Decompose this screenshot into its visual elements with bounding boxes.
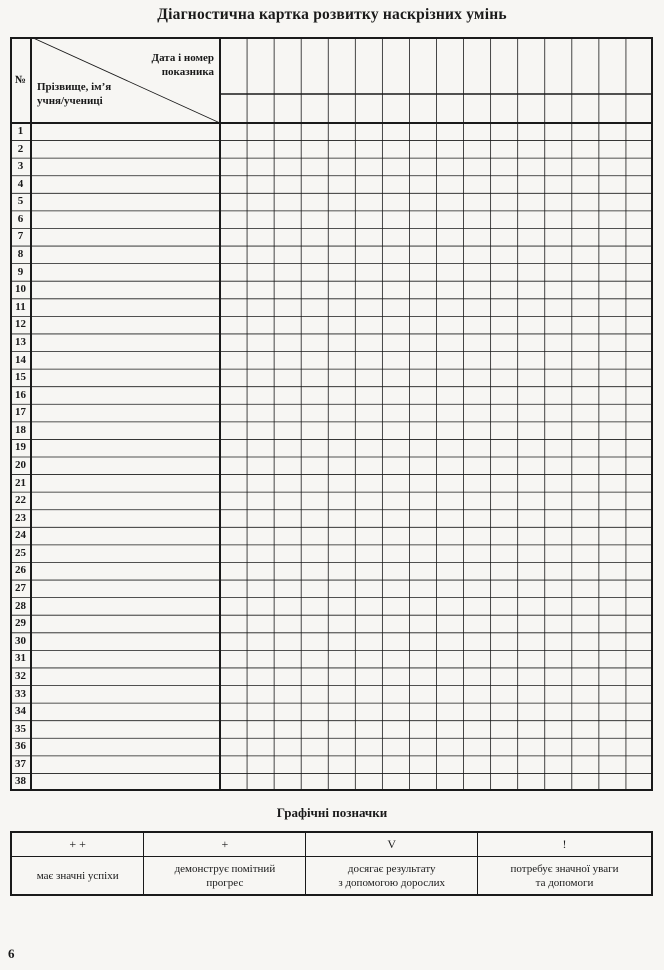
row-number: 18 bbox=[15, 423, 26, 436]
row-number: 17 bbox=[15, 406, 26, 419]
row-number: 30 bbox=[15, 634, 26, 647]
date-indicator-header bbox=[114, 51, 214, 79]
row-number: 13 bbox=[15, 335, 26, 348]
date-header-line2: показника bbox=[161, 66, 214, 78]
row-number: 5 bbox=[17, 195, 24, 208]
legend-desc-line2: та допомоги bbox=[535, 876, 594, 889]
row-number: 23 bbox=[15, 511, 26, 524]
row-number: 22 bbox=[15, 494, 26, 507]
legend-description bbox=[11, 857, 144, 896]
legend-description bbox=[144, 857, 306, 896]
legend-desc-line1: потребує значної уваги bbox=[510, 862, 619, 875]
row-number: 35 bbox=[15, 722, 26, 735]
legend-symbol: + bbox=[144, 832, 306, 857]
table-grid bbox=[10, 37, 653, 791]
row-number: 3 bbox=[17, 160, 24, 173]
page-title: Діагностична картка розвитку наскрізних умінь bbox=[157, 6, 507, 23]
legend-desc-line1: демонструє помітний bbox=[174, 862, 276, 875]
legend-symbol-row bbox=[11, 832, 652, 857]
row-number: 21 bbox=[15, 476, 26, 489]
row-number: 34 bbox=[15, 705, 26, 718]
number-column-header: № bbox=[14, 74, 27, 86]
row-number: 29 bbox=[15, 617, 26, 630]
row-number: 16 bbox=[15, 388, 26, 401]
name-header-line1: Прізвище, ім’я bbox=[37, 81, 112, 93]
row-number: 26 bbox=[15, 564, 26, 577]
row-number: 25 bbox=[15, 546, 26, 559]
row-number: 19 bbox=[15, 441, 26, 454]
row-number: 28 bbox=[15, 599, 26, 612]
row-number: 12 bbox=[15, 318, 26, 331]
row-number: 1 bbox=[17, 125, 24, 137]
date-header-line1: Дата і номер bbox=[151, 52, 214, 64]
legend-description bbox=[478, 857, 652, 896]
table-border bbox=[11, 38, 652, 790]
page-number: 6 bbox=[8, 946, 15, 961]
legend-title: Графічні позначки bbox=[276, 805, 388, 820]
row-number: 2 bbox=[17, 142, 24, 155]
row-number: 15 bbox=[15, 371, 26, 384]
row-number: 7 bbox=[17, 230, 24, 243]
legend-description-row bbox=[11, 857, 652, 896]
row-number: 6 bbox=[17, 212, 24, 225]
row-number: 8 bbox=[17, 248, 24, 261]
legend-desc-line1: має значні успіхи bbox=[36, 869, 119, 882]
row-number: 38 bbox=[15, 775, 26, 788]
legend-table bbox=[10, 831, 653, 896]
row-number: 20 bbox=[15, 459, 26, 471]
row-number: 10 bbox=[15, 283, 26, 296]
row-number: 9 bbox=[17, 265, 24, 278]
student-name-header bbox=[37, 80, 157, 108]
legend-symbol: ! bbox=[478, 832, 652, 857]
row-number: 14 bbox=[15, 353, 26, 366]
legend-symbol: + + bbox=[11, 832, 144, 857]
name-header-line2: учня/учениці bbox=[37, 95, 103, 107]
row-number: 37 bbox=[15, 757, 26, 770]
legend-desc-line1: досягає результату bbox=[347, 862, 436, 875]
row-number: 32 bbox=[15, 669, 26, 682]
row-number: 36 bbox=[15, 740, 26, 753]
row-number: 27 bbox=[15, 582, 26, 595]
row-number: 4 bbox=[17, 177, 24, 190]
row-number: 33 bbox=[15, 687, 26, 700]
legend-desc-line2: з допомогою дорослих bbox=[338, 876, 446, 889]
row-number: 31 bbox=[15, 652, 26, 665]
row-number: 11 bbox=[15, 300, 26, 313]
legend-symbol: V bbox=[306, 832, 478, 857]
legend-description bbox=[306, 857, 478, 896]
diagnostic-table bbox=[10, 37, 653, 791]
legend-desc-line2: прогрес bbox=[206, 876, 244, 889]
row-number: 24 bbox=[15, 529, 26, 542]
